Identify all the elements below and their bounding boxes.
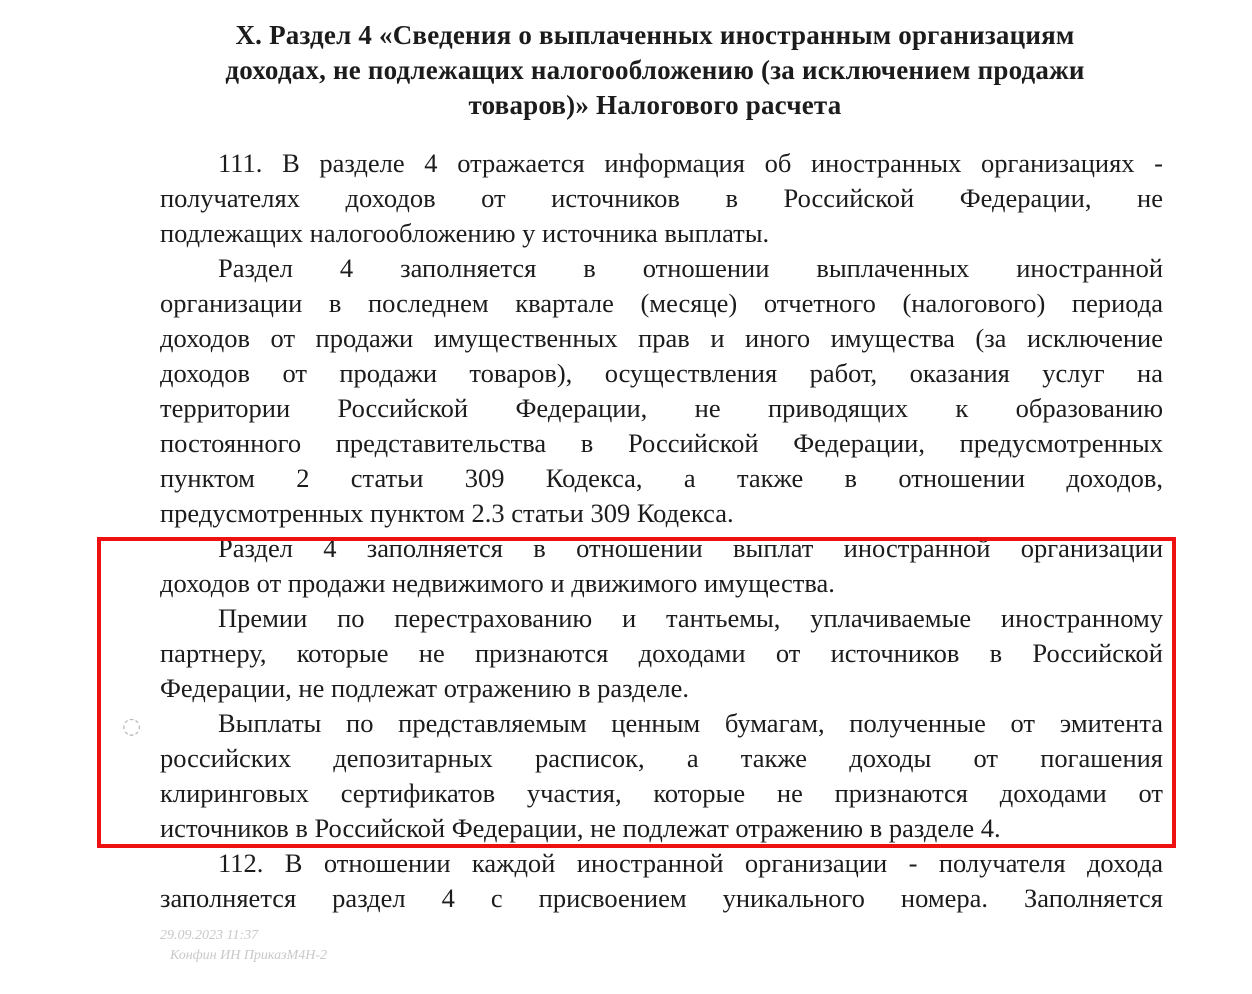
text-line: получателях доходов от источников в Российской Федерации, не [160, 183, 1163, 213]
text-line: предусмотренных пунктом 2.3 статьи 309 Кодекса. [160, 498, 734, 528]
scan-artifact-mark: ◌ [122, 714, 142, 739]
red-highlight-frame [97, 537, 1176, 848]
heading-line-1: X. Раздел 4 «Сведения о выплаченных иностранным организациям [235, 20, 1075, 50]
text-line: постоянного представительства в Российской Федерации, предусмотренных [160, 428, 1163, 458]
text-line: заполняется раздел 4 с присвоением уникального номера. Заполняется [160, 883, 1163, 913]
text-line: Выплаты по представляемым ценным бумагам, полученные от эмитента [218, 708, 1163, 738]
text-line: территории Российской Федерации, не приводящих к образованию [160, 393, 1163, 423]
text-line: Федерации, не подлежат отражению в разделе. [160, 673, 690, 703]
heading-line-3: товаров)» Налогового расчета [468, 90, 842, 120]
text-line: партнеру, которые не признаются доходами от источников в Российской [160, 638, 1163, 668]
text-line: источников в Российской Федерации, не подлежат отражению в разделе 4. [160, 813, 1001, 843]
text-line: клиринговых сертификатов участия, которые не признаются доходами от [160, 778, 1163, 808]
text-line: российских депозитарных расписок, а также доходы от погашения [160, 743, 1163, 773]
text-line: пунктом 2 статьи 309 Кодекса, а также в отношении доходов, [160, 463, 1163, 493]
text-line: Раздел 4 заполняется в отношении выплаченных иностранной [218, 253, 1163, 283]
text-line: доходов от продажи имущественных прав и иного имущества (за исключение [160, 323, 1163, 353]
text-line: организации в последнем квартале (месяце) отчетного (налогового) периода [160, 288, 1163, 318]
text-line: 112. В отношении каждой иностранной организации - получателя дохода [218, 848, 1163, 878]
text-line: Раздел 4 заполняется в отношении выплат иностранной организации [218, 533, 1163, 563]
document-stamp-ref: Конфин ИН ПриказМ4Н-2 [170, 948, 328, 963]
text-line: доходов от продажи товаров), осуществления работ, оказания услуг на [160, 358, 1163, 388]
text-line: доходов от продажи недвижимого и движимого имущества. [160, 568, 835, 598]
heading-line-2: доходах, не подлежащих налогообложению (за исключением продажи [225, 55, 1085, 85]
text-line: 111. В разделе 4 отражается информация об иностранных организациях - [218, 148, 1163, 178]
document-stamp-date: 29.09.2023 11:37 [160, 928, 259, 943]
text-line: Премии по перестрахованию и тантьемы, уплачиваемые иностранному [218, 603, 1163, 633]
text-line: подлежащих налогообложению у источника выплаты. [160, 218, 770, 248]
section-heading [150, 18, 1160, 123]
